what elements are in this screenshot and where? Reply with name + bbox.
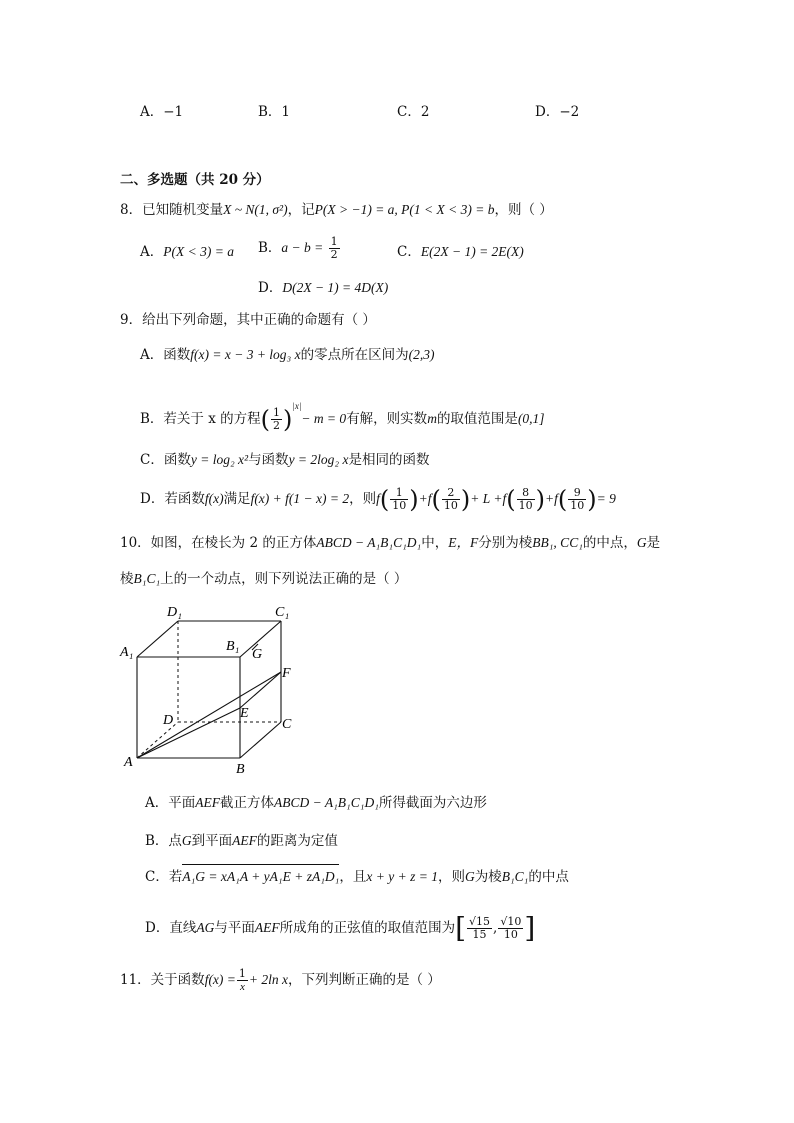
label-d: D [163, 713, 174, 728]
q8-suffix: ，则（ ） [494, 202, 553, 218]
q9-b-lparen: ( [260, 405, 270, 434]
q10-c-mid: ，且 [339, 869, 367, 885]
q10-d-frac-hi [498, 916, 523, 941]
edge-bc [240, 722, 281, 758]
q11-den: x [239, 981, 245, 993]
q10-c-cond: x + y + z = 1 [366, 869, 438, 884]
q10-c-g: G [464, 869, 475, 884]
q11-tail: + 2ln x [248, 972, 289, 987]
q10-stem-line2 [120, 569, 407, 589]
q9-d-dots: + L + [470, 491, 503, 506]
q9-option-c [140, 450, 429, 470]
q9-d-rp2: ) [460, 485, 471, 514]
q10-edges: BB₁, CC₁ [532, 535, 583, 550]
q10-d-rbracket: ] [524, 911, 536, 945]
q9-a-expr: f(x) = x − 3 + log₃ x [190, 347, 301, 362]
q10-option-a [145, 793, 487, 813]
q10-cube: ABCD − A₁B₁C₁D₁ [316, 535, 422, 550]
q7-option-c: C．2 [397, 104, 430, 120]
q9-d-n3: 8 [517, 487, 535, 500]
label-b1: B₁ [226, 639, 240, 654]
q9-d-n1: 1 [390, 487, 408, 500]
q10-c-edge: B₁C₁ [501, 869, 529, 884]
q8-stem [120, 200, 553, 220]
q11-end: ，下列判断正确的是（ ） [288, 972, 441, 988]
q9-d-eq: = 9 [596, 491, 616, 506]
q8-option-c [397, 242, 524, 262]
label-f: F [282, 666, 291, 681]
q9-d-mid1: 满足 [223, 491, 251, 507]
q10-line1-pre: 10．如图，在棱长为 2 的正方体 [120, 535, 317, 551]
cube-hidden-edges [137, 621, 281, 758]
label-c1: C₁ [275, 605, 290, 620]
q10-option-b [145, 831, 338, 851]
q10-d-pre: D．直线 [145, 920, 197, 936]
q10-a-cube: ABCD − A₁B₁C₁D₁ [274, 795, 379, 810]
q9-d-den1: 10 [392, 499, 407, 512]
q9-d-plus1: + [418, 491, 428, 506]
q9-b-frac [271, 407, 282, 432]
q7-option-d: D．−2 [535, 104, 580, 120]
q9-d-mid2: ，则 [349, 491, 377, 507]
q9-d-n2: 2 [442, 487, 460, 500]
q10-line2-pre: 棱 [120, 571, 134, 587]
q10-line1-mid: 中， [421, 535, 449, 551]
q9-d-lp3: ( [506, 485, 516, 514]
q8-a-label: A． [140, 244, 164, 260]
q9-d-lp4: ( [557, 485, 568, 514]
q9-option-d [140, 487, 616, 512]
q9-b-interval: (0,1] [517, 411, 545, 426]
q8-b-expr: a − b = [281, 240, 324, 255]
q10-d-lo-den: 15 [472, 928, 487, 941]
q10-a-mid: 截正方体 [220, 795, 274, 811]
label-c: C [282, 717, 292, 732]
q8-b-label: B． [258, 240, 282, 256]
q9-d-plus2: + [545, 491, 555, 506]
q9-b-tail: − m = 0 [301, 411, 347, 426]
q9-b-num: 1 [273, 406, 280, 419]
q10-d-frac-lo [467, 916, 492, 941]
q9-b-rparen: ) [283, 405, 293, 434]
q8-option-b [258, 236, 341, 261]
q8-b-num: 1 [330, 235, 338, 248]
q9-c-pre: C．函数 [140, 452, 191, 468]
q10-a-plane: AEF [195, 795, 220, 810]
q9-option-a [140, 345, 435, 365]
q8-rv: X ~ N [223, 202, 255, 217]
q9-d-f1: f [376, 491, 380, 506]
q10-c-pre: C．若 [145, 869, 183, 885]
q9-d-n4: 9 [568, 487, 586, 500]
q10-d-lo-num: √15 [469, 915, 491, 928]
q11-fx: f(x) = [204, 972, 236, 987]
q9-b-pre: B．若关于 x 的方程 [140, 411, 261, 427]
q9-d-frac1 [390, 487, 408, 512]
q10-d-line: AG [196, 920, 215, 935]
q8-option-a [140, 242, 234, 262]
q10-a-end: 所得截面为六边形 [378, 795, 487, 811]
label-g: G [252, 647, 263, 662]
edge-a1d1 [137, 621, 178, 657]
q8-params: (1, σ²) [254, 202, 288, 217]
q7-option-a: A．−1 [140, 104, 184, 120]
cube-figure [115, 600, 315, 780]
q8-prefix: 8．已知随机变量 [120, 202, 224, 218]
q10-option-d: D．直线AG与平面AEF所成角的正弦值的取值范围为[ $\frac{√15}{15}$ , $\frac{√10}{10}$ ] [145, 911, 536, 945]
label-a: A [124, 755, 133, 770]
q9-b-var: m [427, 411, 437, 426]
q8-c-expr: E(2X − 1) = 2E(X) [420, 244, 524, 259]
q10-b-end: 的距离为定值 [256, 833, 338, 849]
q10-c-mid3: 为棱 [474, 869, 502, 885]
q9-c-end: 是相同的函数 [348, 452, 430, 468]
cube-solid-edges [137, 621, 281, 758]
label-a1: A₁ [120, 645, 134, 660]
q10-line1-tail: 是 [646, 535, 661, 551]
q10-d-end: 所成角的正弦值的取值范围为 [279, 920, 456, 936]
q10-a-pre: A．平面 [145, 795, 196, 811]
q9-d-rp1: ) [409, 485, 419, 514]
q9-d-cond: f(x) + f(1 − x) = 2 [250, 491, 350, 506]
q11-pre: 11．关于函数 [120, 972, 205, 988]
q8-c-label: C． [397, 244, 421, 260]
q9-d-rp3: ) [535, 485, 546, 514]
q10-stem-line1 [120, 533, 660, 553]
q9-d-frac4 [568, 487, 586, 512]
q8-option-d [258, 278, 388, 298]
q9-a-mid: 的零点所在区间为 [300, 347, 409, 363]
q8-b-den: 2 [330, 248, 338, 261]
q10-d-plane: AEF [254, 920, 280, 935]
q9-d-lp2: ( [431, 485, 441, 514]
q8-a-expr: P(X < 3) = a [163, 244, 234, 259]
q9-c-mid: 与函数 [248, 452, 289, 468]
q10-d-lbracket: [ [455, 911, 467, 945]
q9-c-expr2: y = 2log₂ x [288, 452, 349, 467]
section-title: 二、多选题（共 20 分） [120, 172, 270, 188]
q10-b-g: G [181, 833, 192, 848]
q9-d-den3: 10 [518, 499, 533, 512]
q9-d-f4: f [554, 491, 558, 506]
segment-ef [240, 672, 281, 708]
q8-b-frac [329, 236, 340, 261]
q9-a-pre: A．函数 [140, 347, 191, 363]
label-d1: D₁ [167, 605, 182, 620]
q9-d-lp1: ( [379, 485, 390, 514]
q9-a-interval: (2,3) [408, 347, 435, 362]
q10-d-hi-num: √10 [500, 915, 522, 928]
q11-stem [120, 968, 441, 993]
q9-d-f3: f [502, 491, 507, 506]
q9-option-b [140, 396, 545, 432]
q10-line1-end: 的中点， [582, 535, 637, 551]
q10-d-hi-den: 10 [503, 928, 518, 941]
q10-b-plane: AEF [232, 833, 257, 848]
segment-af [137, 672, 281, 758]
q9-b-mid: 有解，则实数 [346, 411, 428, 427]
q7-option-b: B．1 [258, 104, 291, 120]
q9-stem: 9．给出下列命题，其中正确的命题有（ ） [120, 312, 376, 328]
segment-ae [137, 708, 240, 758]
q8-d-label: D． [258, 280, 283, 296]
q9-d-f2: f [427, 491, 432, 506]
q10-option-c [145, 867, 569, 887]
q9-b-exp: |x| [292, 401, 302, 411]
q9-d-frac2 [442, 487, 460, 512]
q9-b-den: 2 [273, 419, 280, 432]
q9-d-pre: D．若函数 [140, 491, 205, 507]
q8-d-expr: D(2X − 1) = 4D(X) [282, 280, 389, 295]
label-e: E [240, 706, 249, 721]
q10-c-end: 的中点 [528, 869, 569, 885]
q10-line2-end: 上的一个动点，则下列说法正确的是（ ） [160, 571, 408, 587]
q10-edge-bc: B₁C₁ [133, 571, 161, 586]
q9-d-rp4: ) [587, 485, 597, 514]
q10-g: G [636, 535, 647, 550]
q10-c-mid2: ，则 [437, 869, 465, 885]
q11-frac [237, 968, 248, 993]
q9-c-expr1: y = log₂ x² [190, 452, 249, 467]
q9-d-fx: f(x) [204, 491, 224, 506]
q9-d-den4: 10 [570, 499, 585, 512]
q8-cond: P(X > −1) = a, P(1 < X < 3) = b [314, 202, 495, 217]
q8-mid: ，记 [287, 202, 315, 218]
q10-b-pre: B．点 [145, 833, 182, 849]
q9-b-end: 的取值范围是 [436, 411, 518, 427]
q10-line1-mid2: 分别为棱 [478, 535, 533, 551]
q9-d-den2: 10 [443, 499, 458, 512]
label-b: B [236, 762, 245, 777]
q10-d-mid: 与平面 [214, 920, 255, 936]
q9-d-frac3 [517, 487, 535, 512]
q11-num: 1 [238, 967, 246, 980]
q10-ef: E，F [448, 535, 479, 550]
q10-b-mid: 到平面 [191, 833, 233, 849]
q10-c-vec: A₁G = xA₁A + yA₁E + zA₁D₁ [182, 867, 339, 887]
